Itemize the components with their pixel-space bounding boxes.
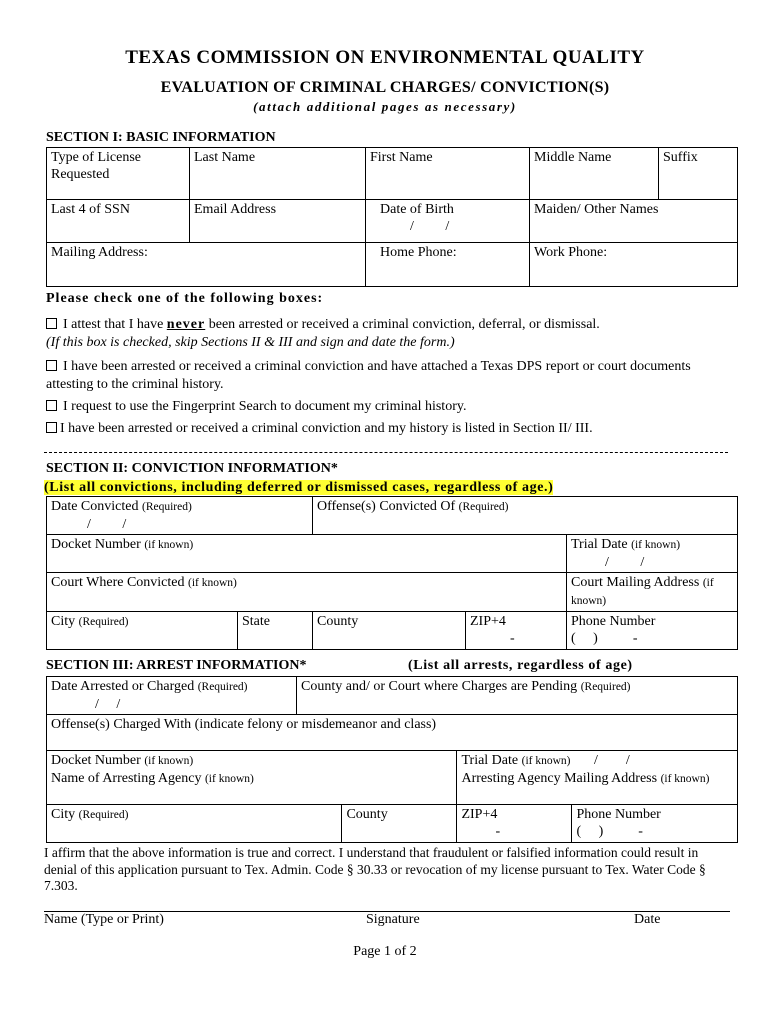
arrest-county-field[interactable]: County — [342, 805, 457, 843]
zip-field[interactable]: ZIP+4 - — [466, 612, 567, 650]
dob-field[interactable]: Date of Birth / / — [366, 200, 530, 243]
option-fingerprint: I request to use the Fingerprint Search to document my criminal history. — [46, 398, 466, 416]
check-prompt: Please check one of the following boxes: — [46, 291, 324, 306]
signature-label: Signature — [366, 912, 420, 927]
form-note: (attach additional pages as necessary) — [253, 99, 517, 114]
suffix-field[interactable]: Suffix — [659, 148, 738, 200]
name-label: Name (Type or Print) — [44, 912, 164, 927]
offense-convicted-field[interactable]: Offense(s) Convicted Of (Required) — [313, 497, 738, 535]
trial-agency-address-field[interactable]: Trial Date (if known) / / Arresting Agency Mailing Address (if known) — [457, 751, 738, 805]
section2-table — [46, 496, 738, 650]
section3-note: (List all arrests, regardless of age) — [408, 658, 633, 673]
docket-agency-field[interactable]: Docket Number (if known) Name of Arresting Agency (if known) — [47, 751, 457, 805]
section2-heading: SECTION II: CONVICTION INFORMATION* — [46, 461, 338, 476]
form-title: TEXAS COMMISSION ON ENVIRONMENTAL QUALITY — [125, 47, 645, 68]
form-subtitle: EVALUATION OF CRIMINAL CHARGES/ CONVICTION(S) — [160, 79, 610, 96]
option-attached-report: I have been arrested or received a criminal conviction and have attached a Texas DPS report or court documents attesting to the criminal history. — [46, 359, 691, 392]
affirmation-text: I affirm that the above information is true and correct. I understand that fraudulent or falsified information could result in denial of this application pursuant to Tex. Admin. Code § 30.33 or revocation of my license pursuant to Tex. Water Code § 7.303. — [44, 845, 706, 893]
email-field[interactable]: Email Address — [190, 200, 366, 243]
trial-date-field[interactable]: Trial Date (if known) / / — [567, 535, 738, 573]
arrest-city-field[interactable]: City (Required) — [47, 805, 342, 843]
checkbox-attached-report[interactable] — [46, 360, 57, 371]
dashed-divider — [44, 452, 728, 453]
first-name-field[interactable]: First Name — [366, 148, 530, 200]
checkbox-history-listed[interactable] — [46, 422, 57, 433]
work-phone-field[interactable]: Work Phone: — [530, 243, 738, 287]
date-label: Date — [634, 912, 661, 927]
date-arrested-field[interactable]: Date Arrested or Charged (Required) / / — [47, 677, 297, 715]
checkbox-fingerprint[interactable] — [46, 400, 57, 411]
mailing-address-field[interactable]: Mailing Address: — [47, 243, 366, 287]
last-name-field[interactable]: Last Name — [190, 148, 366, 200]
phone-field[interactable]: Phone Number ( ) - — [567, 612, 738, 650]
section2-highlight: (List all convictions, including deferred or dismissed cases, regardless of age.) — [44, 480, 554, 495]
section3-heading: SECTION III: ARREST INFORMATION* — [46, 658, 307, 673]
city-field[interactable]: City (Required) — [47, 612, 238, 650]
county-field[interactable]: County — [313, 612, 466, 650]
home-phone-field[interactable]: Home Phone: — [366, 243, 530, 287]
ssn-field[interactable]: Last 4 of SSN — [47, 200, 190, 243]
checkbox-never-arrested[interactable] — [46, 318, 57, 329]
county-court-pending-field[interactable]: County and/ or Court where Charges are Pending (Required) — [297, 677, 738, 715]
page-number: Page 1 of 2 — [353, 944, 417, 959]
option-history-listed: I have been arrested or received a criminal conviction and my history is listed in Section II/ III. — [46, 420, 593, 438]
docket-number-field[interactable]: Docket Number (if known) — [47, 535, 567, 573]
court-address-field[interactable]: Court Mailing Address (if known) — [567, 573, 738, 612]
section1-table — [46, 147, 738, 287]
option-never-note: (If this box is checked, skip Sections II & III and sign and date the form.) — [46, 335, 455, 350]
license-field[interactable]: Type of License Requested — [47, 148, 190, 200]
date-convicted-field[interactable]: Date Convicted (Required) / / — [47, 497, 313, 535]
section3-table — [46, 676, 738, 843]
maiden-field[interactable]: Maiden/ Other Names — [530, 200, 738, 243]
arrest-phone-field[interactable]: Phone Number ( ) - — [572, 805, 738, 843]
state-field[interactable]: State — [238, 612, 313, 650]
offense-charged-field[interactable]: Offense(s) Charged With (indicate felony or misdemeanor and class) — [47, 715, 738, 751]
section1-heading: SECTION I: BASIC INFORMATION — [46, 130, 276, 145]
option-never-arrested: I attest that I have never been arrested or received a criminal conviction, deferral, or dismissal. — [46, 316, 736, 334]
arrest-zip-field[interactable]: ZIP+4 - — [457, 805, 572, 843]
middle-name-field[interactable]: Middle Name — [530, 148, 659, 200]
court-convicted-field[interactable]: Court Where Convicted (if known) — [47, 573, 567, 612]
